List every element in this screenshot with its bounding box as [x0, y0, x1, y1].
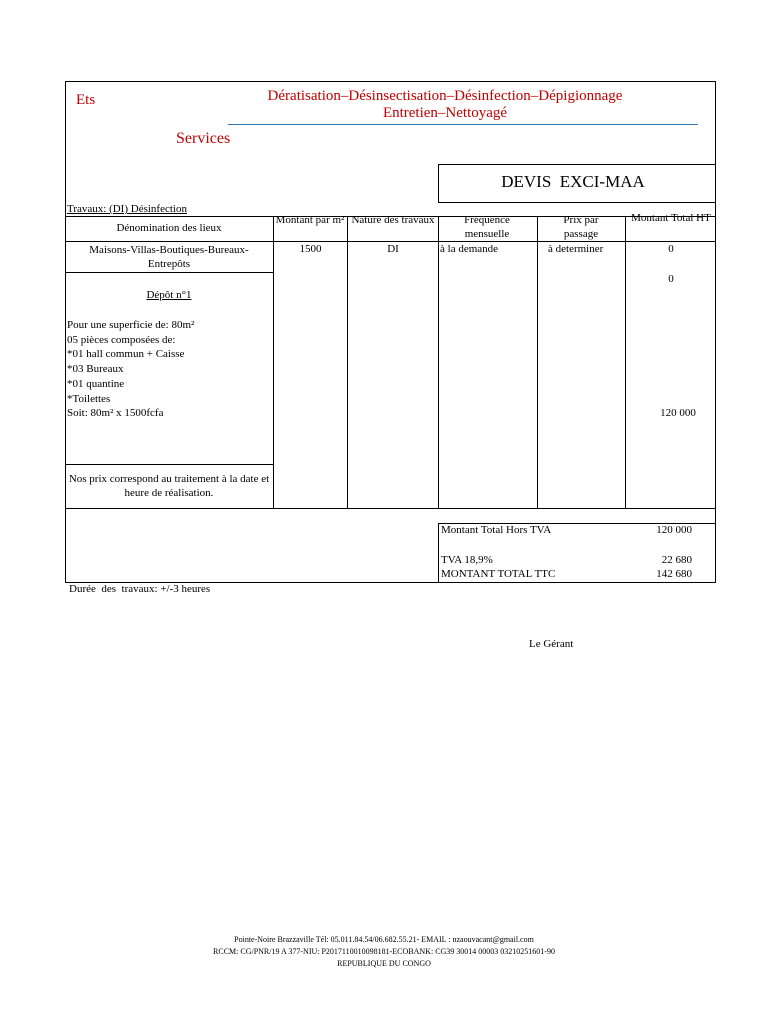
col-divider-5	[625, 216, 626, 508]
travaux-label: Travaux: (DI) Désinfection	[67, 203, 187, 215]
col-divider-4	[537, 216, 538, 508]
header-bottom-line	[65, 241, 716, 242]
ttc-value: 142 680	[656, 568, 692, 580]
header-denomination: Dénomination des lieux	[116, 222, 222, 234]
tva-label: TVA 18,9%	[441, 554, 493, 566]
col-divider-3	[438, 216, 439, 508]
total-ht-label: Montant Total Hors TVA	[441, 524, 552, 536]
depot-bottom-line	[65, 464, 273, 465]
ttc-label: MONTANT TOTAL TTC	[441, 568, 556, 580]
depot-details	[67, 318, 194, 421]
duree-travaux: Durée des travaux: +/-3 heures	[69, 583, 211, 595]
cell-total-3: 120 000	[660, 407, 696, 419]
depot-line: *Toilettes	[67, 392, 111, 405]
cell-montant-m2: 1500	[299, 243, 322, 255]
devis-title: DEVIS EXCI-MAA	[501, 172, 645, 191]
depot-line: Pour une superficie de: 80m²	[67, 319, 195, 331]
header-montant-m2: Montant par m²	[275, 214, 345, 226]
total-ht-value: 120 000	[656, 524, 692, 536]
header-prix: Prix par passage	[563, 214, 599, 240]
cell-frequence: à la demande	[440, 243, 499, 255]
cell-lieux-line-1: Maisons-Villas-Boutiques-Bureaux-	[89, 244, 249, 256]
footer	[100, 934, 668, 970]
col-divider-2	[347, 216, 348, 508]
header-total: Montant Total HT	[631, 212, 711, 224]
cell-lieux-line-2: Entrepôts	[147, 258, 191, 270]
cell-nature: DI	[387, 243, 399, 255]
table-bottom-line	[65, 508, 716, 509]
title-rule	[228, 124, 698, 125]
depot-line: *01 quantine	[67, 377, 125, 390]
depot-line: Soit: 80m² x 1500fcfa	[67, 407, 164, 420]
activities-line-2: Entretien–Nettoyagé	[382, 105, 508, 121]
cell-prix: à determiner	[548, 243, 604, 255]
activities-title	[230, 88, 660, 122]
signature-gerant: Le Gérant	[529, 638, 574, 650]
depot-line: *01 hall commun + Caisse	[67, 348, 185, 361]
company-services: Services	[176, 130, 231, 147]
activities-line-1: Dératisation–Désinsectisation–Désinfection–Dépigionnage	[267, 88, 623, 104]
company-ets: Ets	[76, 92, 96, 108]
col-divider-1	[273, 216, 274, 508]
footer-rccm: RCCM: CG/PNR/19 A 377-NIU: P2017110010098181-ECOBANK: CG39 30014 00003 03210251601-90	[213, 947, 555, 956]
cell-total-1: 0	[668, 243, 674, 255]
cell-lieux	[65, 243, 273, 271]
depot-line: 05 pièces composées de:	[67, 333, 176, 346]
header-nature: Nature des travaux	[351, 214, 435, 226]
depot-title: Dépôt n°1	[146, 289, 192, 301]
depot-line: *03 Bureaux	[67, 363, 124, 376]
table-top-line-left	[65, 216, 273, 217]
tva-value: 22 680	[661, 554, 692, 566]
footer-contact: Pointe-Noire Brazzaville Tél: 05.011.84.54/06.682.55.21- EMAIL : nzaouvacant@gmail.com	[234, 935, 534, 944]
cell-total-2: 0	[668, 273, 674, 285]
lieux-bottom-line	[65, 272, 273, 273]
footer-country: REPUBLIQUE DU CONGO	[337, 959, 431, 968]
header-frequence: Fréquence mensuelle	[464, 214, 510, 240]
price-note: Nos prix correspond au traitement à la date et heure de réalisation.	[68, 473, 270, 499]
